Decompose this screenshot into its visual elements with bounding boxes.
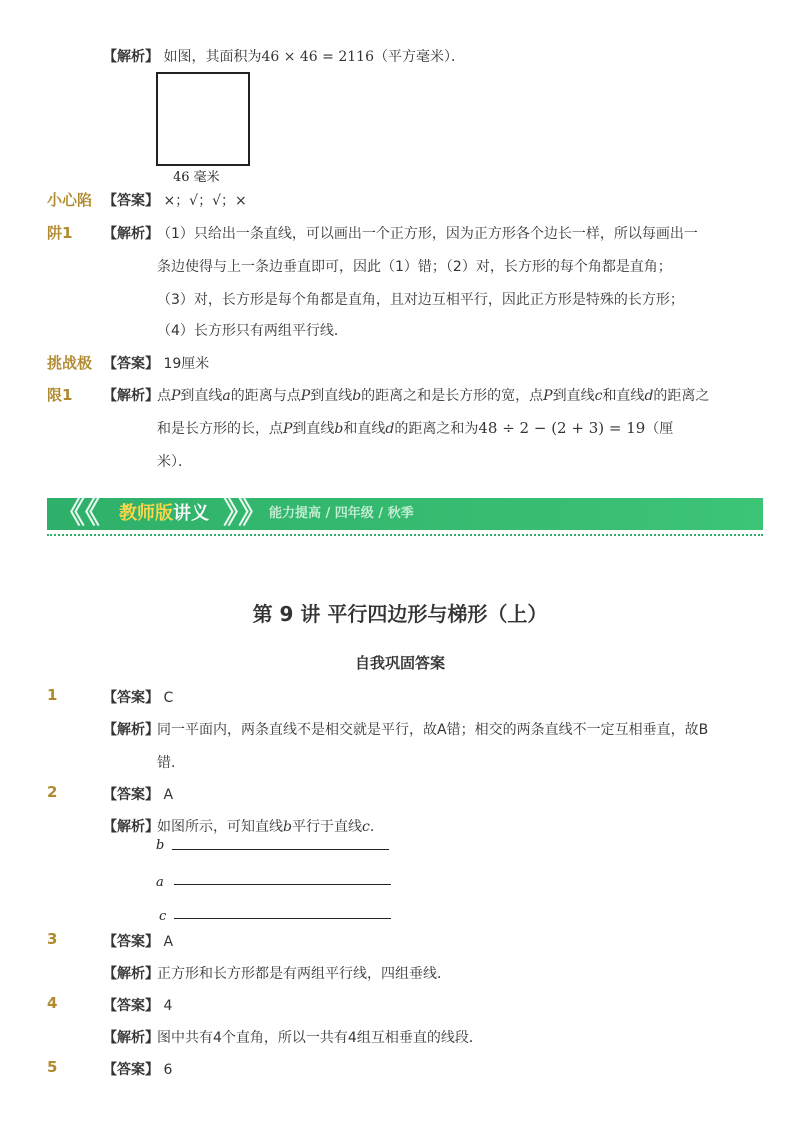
question-number: 4 xyxy=(47,994,58,1012)
top-formula: 46 × 46 = 2116 xyxy=(261,49,374,65)
tz-text: 到直线 xyxy=(310,388,353,404)
q1-analysis-line-1: 同一平面内，两条直线不是相交就是平行，故A错；相交的两条直线不一定互相垂直，故B xyxy=(157,722,709,738)
var-d: d xyxy=(644,388,654,404)
analysis-tag: 【解析】 xyxy=(103,1030,159,1046)
answer-tag: 【答案】 xyxy=(103,787,159,803)
tz-answer: 19厘米 xyxy=(163,356,210,372)
var-c: c xyxy=(361,819,370,835)
var-P: P xyxy=(171,388,181,404)
tz-line-2 xyxy=(157,418,673,438)
banner-title xyxy=(119,498,209,530)
xx-line-1: （1）只给出一条直线，可以画出一个正方形，因为正方形各个边长一样，所以每画出一 xyxy=(157,226,698,242)
top-analysis xyxy=(103,46,465,66)
tz-text: 点 xyxy=(157,388,171,404)
tz-text: （厘 xyxy=(645,421,674,437)
tz-text: 到直线 xyxy=(180,388,223,404)
q4-analysis-line-1: 图中共有4个直角，所以一共有4组互相垂直的线段． xyxy=(157,1030,483,1046)
analysis-tag: 【解析】 xyxy=(103,819,159,835)
xx-line-2: 条边使得与上一条边垂直即可，因此（1）错；（2）对，长方形的每个角都是直角； xyxy=(157,259,672,275)
answer-tag: 【答案】 xyxy=(103,934,159,950)
side-label-xiaoxinxian-2: 阱1 xyxy=(47,224,73,242)
square-label: 46 毫米 xyxy=(173,170,220,185)
analysis-tag: 【解析】 xyxy=(103,49,159,65)
line-label-b: b xyxy=(156,838,165,853)
parallel-line-c xyxy=(174,918,391,919)
analysis-tag: 【解析】 xyxy=(103,966,159,982)
var-P: P xyxy=(283,421,293,437)
answer-tag: 【答案】 xyxy=(103,1062,159,1078)
banner-title-b: 讲义 xyxy=(173,503,209,524)
q4-answer: 4 xyxy=(163,998,173,1014)
q3-analysis-line-1: 正方形和长方形都是有两组平行线，四组垂线． xyxy=(157,966,451,982)
question-number: 1 xyxy=(47,686,58,704)
tz-text: 的距离之和是长方形的宽，点 xyxy=(361,388,544,404)
tz-text: 和直线 xyxy=(343,421,386,437)
q1-analysis-line-2: 错． xyxy=(157,755,185,771)
var-a: a xyxy=(222,388,231,404)
q3-answer: A xyxy=(163,934,174,950)
q2-analysis-line-1 xyxy=(157,816,384,836)
analysis-tag: 【解析】 xyxy=(103,388,159,404)
var-b: b xyxy=(283,819,292,835)
q1-answer: C xyxy=(163,690,174,706)
square-figure xyxy=(156,72,250,166)
q2-text: 平行于直线 xyxy=(291,819,362,835)
var-P: P xyxy=(543,388,553,404)
parallel-line-b xyxy=(172,849,389,850)
answer-tag: 【答案】 xyxy=(103,998,159,1014)
teacher-banner xyxy=(47,498,763,530)
analysis-tag: 【解析】 xyxy=(103,722,159,738)
tz-text: 的距离之 xyxy=(653,388,710,404)
banner-subtitle: 能力提高 / 四年级 / 秋季 xyxy=(269,506,414,521)
xx-line-4: （4）长方形只有两组平行线． xyxy=(157,323,348,339)
answer-tag: 【答案】 xyxy=(103,356,159,372)
side-label-tiaozhanji: 挑战极 xyxy=(47,354,93,372)
line-label-a: a xyxy=(156,875,164,890)
tz-formula: 48 ÷ 2 − (2 + 3) = 19 xyxy=(478,419,646,437)
chevrons-left-icon: 《《 xyxy=(55,496,100,531)
side-label-xiaoxinxian: 小心陷 xyxy=(47,191,93,209)
question-number: 2 xyxy=(47,783,58,801)
q2-text: 如图所示，可知直线 xyxy=(157,819,283,835)
line-label-c: c xyxy=(159,909,167,924)
tz-line-1 xyxy=(157,385,709,405)
var-b: b xyxy=(334,421,344,437)
top-text-post: （平方毫米）． xyxy=(373,49,465,65)
answer-tag: 【答案】 xyxy=(103,193,159,209)
tz-text: 的距离之和为 xyxy=(394,421,479,437)
q1-answer-row xyxy=(103,687,173,707)
question-number: 3 xyxy=(47,930,58,948)
var-b: b xyxy=(352,388,362,404)
var-d: d xyxy=(385,421,395,437)
tz-answer-row xyxy=(103,353,209,373)
answer-tag: 【答案】 xyxy=(103,690,159,706)
q2-answer: A xyxy=(163,787,174,803)
banner-dotted-divider xyxy=(47,534,763,536)
analysis-tag: 【解析】 xyxy=(103,226,159,242)
q3-answer-row xyxy=(103,931,173,951)
xx-answer: ×；√；√；× xyxy=(163,193,247,209)
q5-answer: 6 xyxy=(163,1062,173,1078)
lecture-title: 第 9 讲 平行四边形与梯形（上） xyxy=(252,602,548,626)
xx-line-3: （3）对，长方形是每个角都是直角，且对边互相平行，因此正方形是特殊的长方形； xyxy=(157,292,684,308)
q4-answer-row xyxy=(103,995,172,1015)
q2-answer-row xyxy=(103,784,173,804)
q2-text: ． xyxy=(369,819,384,835)
parallel-line-a xyxy=(174,884,391,885)
var-P: P xyxy=(300,388,311,404)
chevrons-right-icon: 》》 xyxy=(223,496,268,531)
tz-text: 和直线 xyxy=(602,388,645,404)
tz-text: 到直线 xyxy=(552,388,595,404)
xx-answer-row xyxy=(103,190,247,210)
tz-text: 到直线 xyxy=(292,421,335,437)
tz-text: 和是长方形的长，点 xyxy=(157,421,283,437)
lecture-subtitle: 自我巩固答案 xyxy=(354,654,445,672)
question-number: 5 xyxy=(47,1058,58,1076)
q5-answer-row xyxy=(103,1059,172,1079)
var-c: c xyxy=(594,388,603,404)
side-label-tiaozhanji-2: 限1 xyxy=(47,386,73,404)
tz-text: 的距离与点 xyxy=(230,388,301,404)
top-text-pre: 如图，其面积为 xyxy=(163,49,262,65)
banner-title-a: 教师版 xyxy=(119,503,173,524)
tz-line-3: 米）． xyxy=(157,454,192,470)
